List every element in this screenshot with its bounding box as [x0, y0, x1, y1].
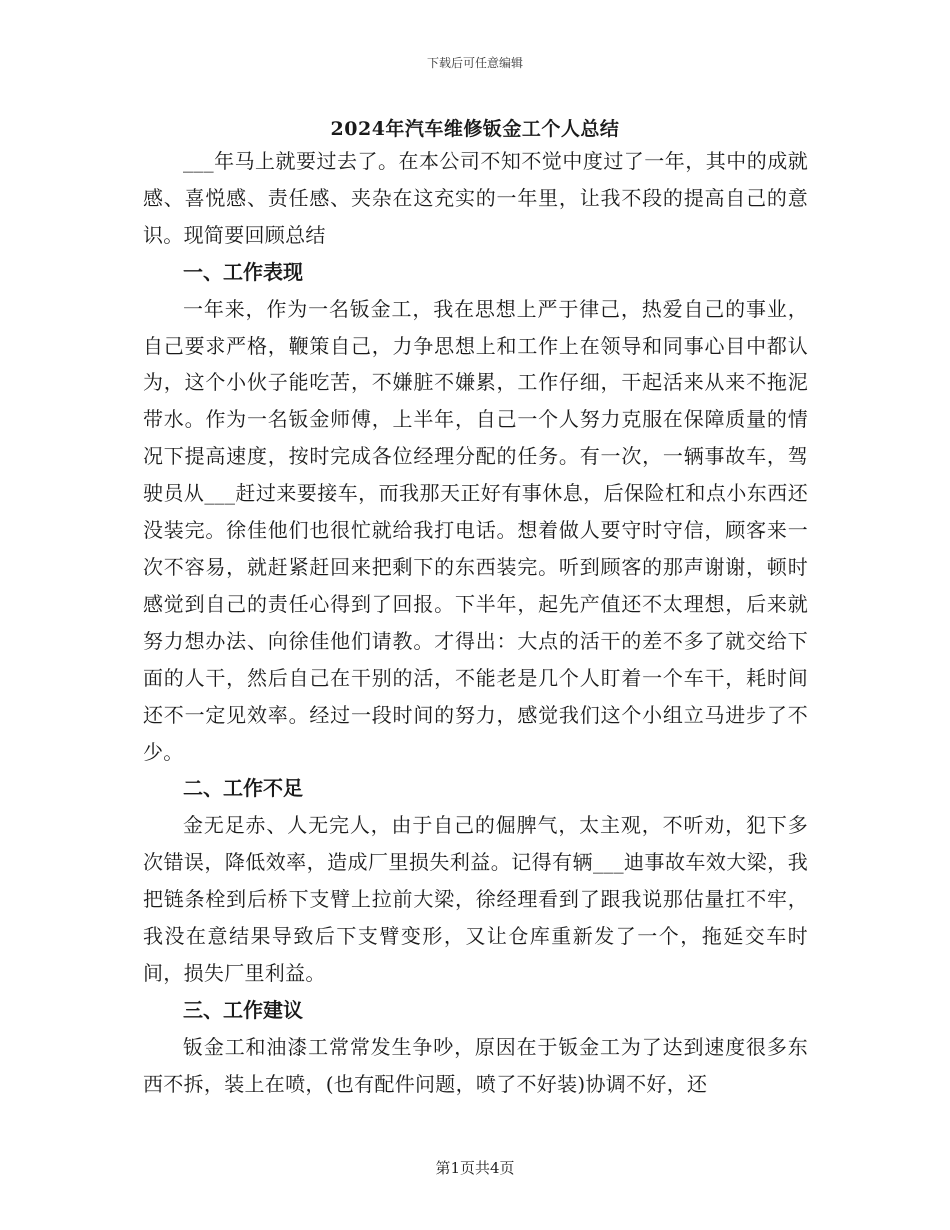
section-body-performance: 一年来，作为一名钣金工，我在思想上严于律己，热爱自己的事业，自己要求严格，鞭策自己，力争思想上和工作上在领导和同事心目中都认为，这个小伙子能吃苦，不嫌脏不嫌累，工作仔细，干起活来从来不拖泥带水。作为一名钣金师傅，上半年，自己一个人努力克服在保障质量的情况下提高速度，按时完成各位经理分配的任务。有一次，一辆事故车，驾驶员从___赶过来要接车，而我那天正好有事休息，后保险杠和点小东西还没装完。徐佳他们也很忙就给我打电话。想着做人要守时守信，顾客来一次不容易，就赶紧赶回来把剩下的东西装完。听到顾客的那声谢谢，顿时感觉到自己的责任心得到了回报。下半年，起先产值还不太理想，后来就努力想办法、向徐佳他们请教。才得出：大点的活干的差不多了就交给下面的人干，然后自己在干别的活，不能老是几个人盯着一个车干，耗时间还不一定见效率。经过一段时间的努力，感觉我们这个小组立马进步了不少。	[143, 296, 808, 764]
section-heading-performance: 一、工作表现	[183, 259, 303, 284]
page-footer: 第1页共4页	[435, 1159, 515, 1177]
header-note: 下载后可任意编辑	[426, 56, 523, 70]
section-heading-shortcomings: 二、工作不足	[183, 776, 303, 801]
document-body	[143, 143, 808, 1103]
intro-paragraph: ___年马上就要过去了。在本公司不知不觉中度过了一年，其中的成就感、喜悦感、责任感、夹杂在这充实的一年里，让我不段的提高自己的意识。现简要回顾总结	[143, 149, 808, 247]
section-heading-suggestions: 三、工作建议	[183, 997, 303, 1022]
section-body-suggestions: 钣金工和油漆工常常发生争吵，原因在于钣金工为了达到速度很多东西不拆，装上在喷，(也有配件问题，喷了不好装)协调不好，还	[143, 1034, 808, 1096]
document-title: 2024年汽车维修钣金工个人总结	[330, 118, 620, 140]
section-body-shortcomings: 金无足赤、人无完人，由于自己的倔脾气，太主观，不听劝，犯下多次错误，降低效率，造成厂里损失利益。记得有辆___迪事故车效大梁，我把链条栓到后桥下支臂上拉前大梁，徐经理看到了跟我说那估量扛不牢，我没在意结果导致后下支臂变形，又让仓库重新发了一个，拖延交车时间，损失厂里利益。	[143, 813, 808, 985]
